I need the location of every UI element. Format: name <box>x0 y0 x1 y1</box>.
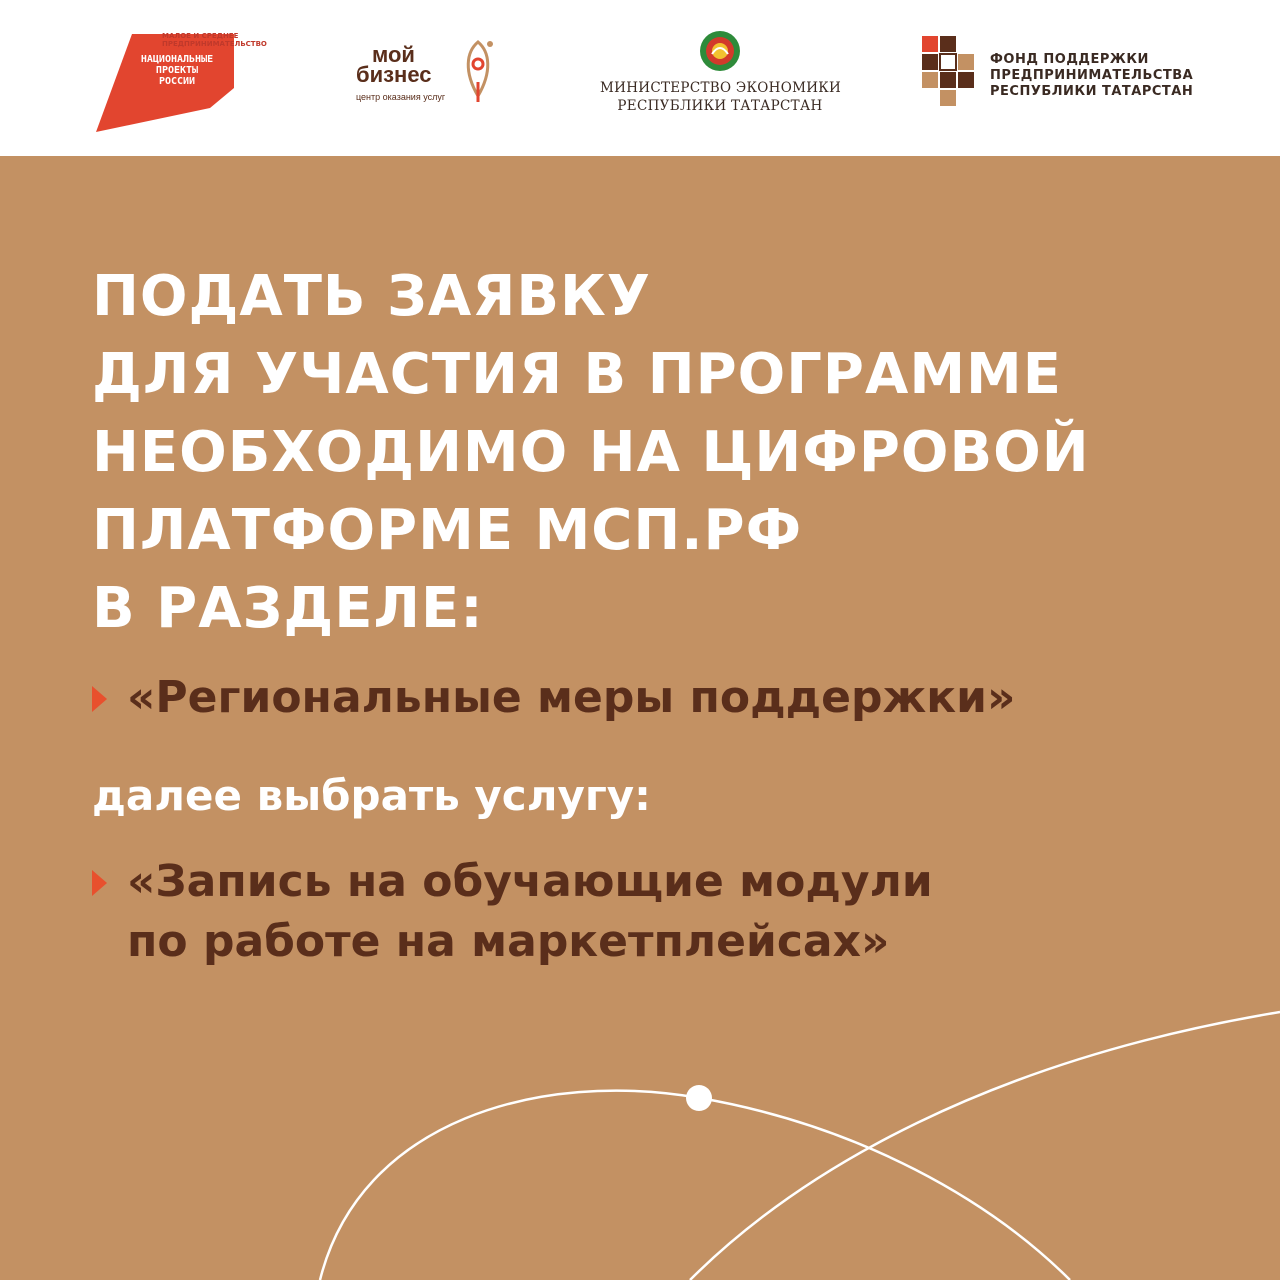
headline-line-1: ПОДАТЬ ЗАЯВКУ <box>92 264 651 329</box>
main-headline <box>92 258 1242 648</box>
ministry-name-line2: РЕСПУБЛИКИ ТАТАРСТАН <box>617 98 823 114</box>
headline-line-3: НЕОБХОДИМО НА ЦИФРОВОЙ <box>92 420 1090 485</box>
headline-line-4: ПЛАТФОРМЕ МСП.РФ <box>92 498 803 563</box>
bullet-text-regional-measures: «Региональные меры поддержки» <box>127 672 1016 723</box>
ministry-name-line1: МИНИСТЕРСТВО ЭКОНОМИКИ <box>600 80 842 96</box>
fund-logo <box>920 34 1194 114</box>
moy-biznes-word-biznes: бизнес <box>356 62 432 87</box>
national-projects-small-text: МАЛОЕ И СРЕДНЕЕ ПРЕДПРИНИМАТЕЛЬСТВО <box>162 32 267 48</box>
national-projects-logo <box>92 26 267 134</box>
fund-cube-icon <box>920 34 976 108</box>
tatarstan-emblem-icon <box>698 28 742 74</box>
bullet-text-training-modules <box>127 852 933 972</box>
triangle-marker-icon <box>92 686 107 712</box>
fund-name-line1: ФОНД ПОДДЕРЖКИ <box>990 52 1149 67</box>
bullet-item-training-modules <box>92 852 1192 972</box>
header-logo-bar <box>0 0 1280 156</box>
orbit-dot-icon <box>686 1085 712 1111</box>
orbit-line-right <box>690 1012 1280 1280</box>
bullet-text-line-1: «Запись на обучающие модули <box>127 856 933 907</box>
moy-biznes-word-moy: мой <box>372 42 415 67</box>
ministry-logo <box>600 28 840 118</box>
headline-line-5: В РАЗДЕЛЕ: <box>92 576 484 641</box>
fund-name-line3: РЕСПУБЛИКИ ТАТАРСТАН <box>990 84 1194 99</box>
fund-name-line2: ПРЕДПРИНИМАТЕЛЬСТВА <box>990 68 1194 83</box>
instruction-subline: далее выбрать услугу: <box>92 771 651 820</box>
moy-biznes-tagline: центр оказания услуг <box>356 92 446 102</box>
bullet-item-regional-measures <box>92 668 1192 728</box>
orbit-line-left <box>320 1091 1070 1280</box>
national-projects-big-text: НАЦИОНАЛЬНЫЕ ПРОЕКТЫ РОССИИ <box>140 54 214 87</box>
triangle-marker-icon <box>92 870 107 896</box>
moy-biznes-logo <box>352 36 502 112</box>
rocket-pin-icon <box>460 38 496 108</box>
headline-line-2: ДЛЯ УЧАСТИЯ В ПРОГРАММЕ <box>92 342 1063 407</box>
bullet-text-line-2: по работе на маркетплейсах» <box>127 916 890 967</box>
